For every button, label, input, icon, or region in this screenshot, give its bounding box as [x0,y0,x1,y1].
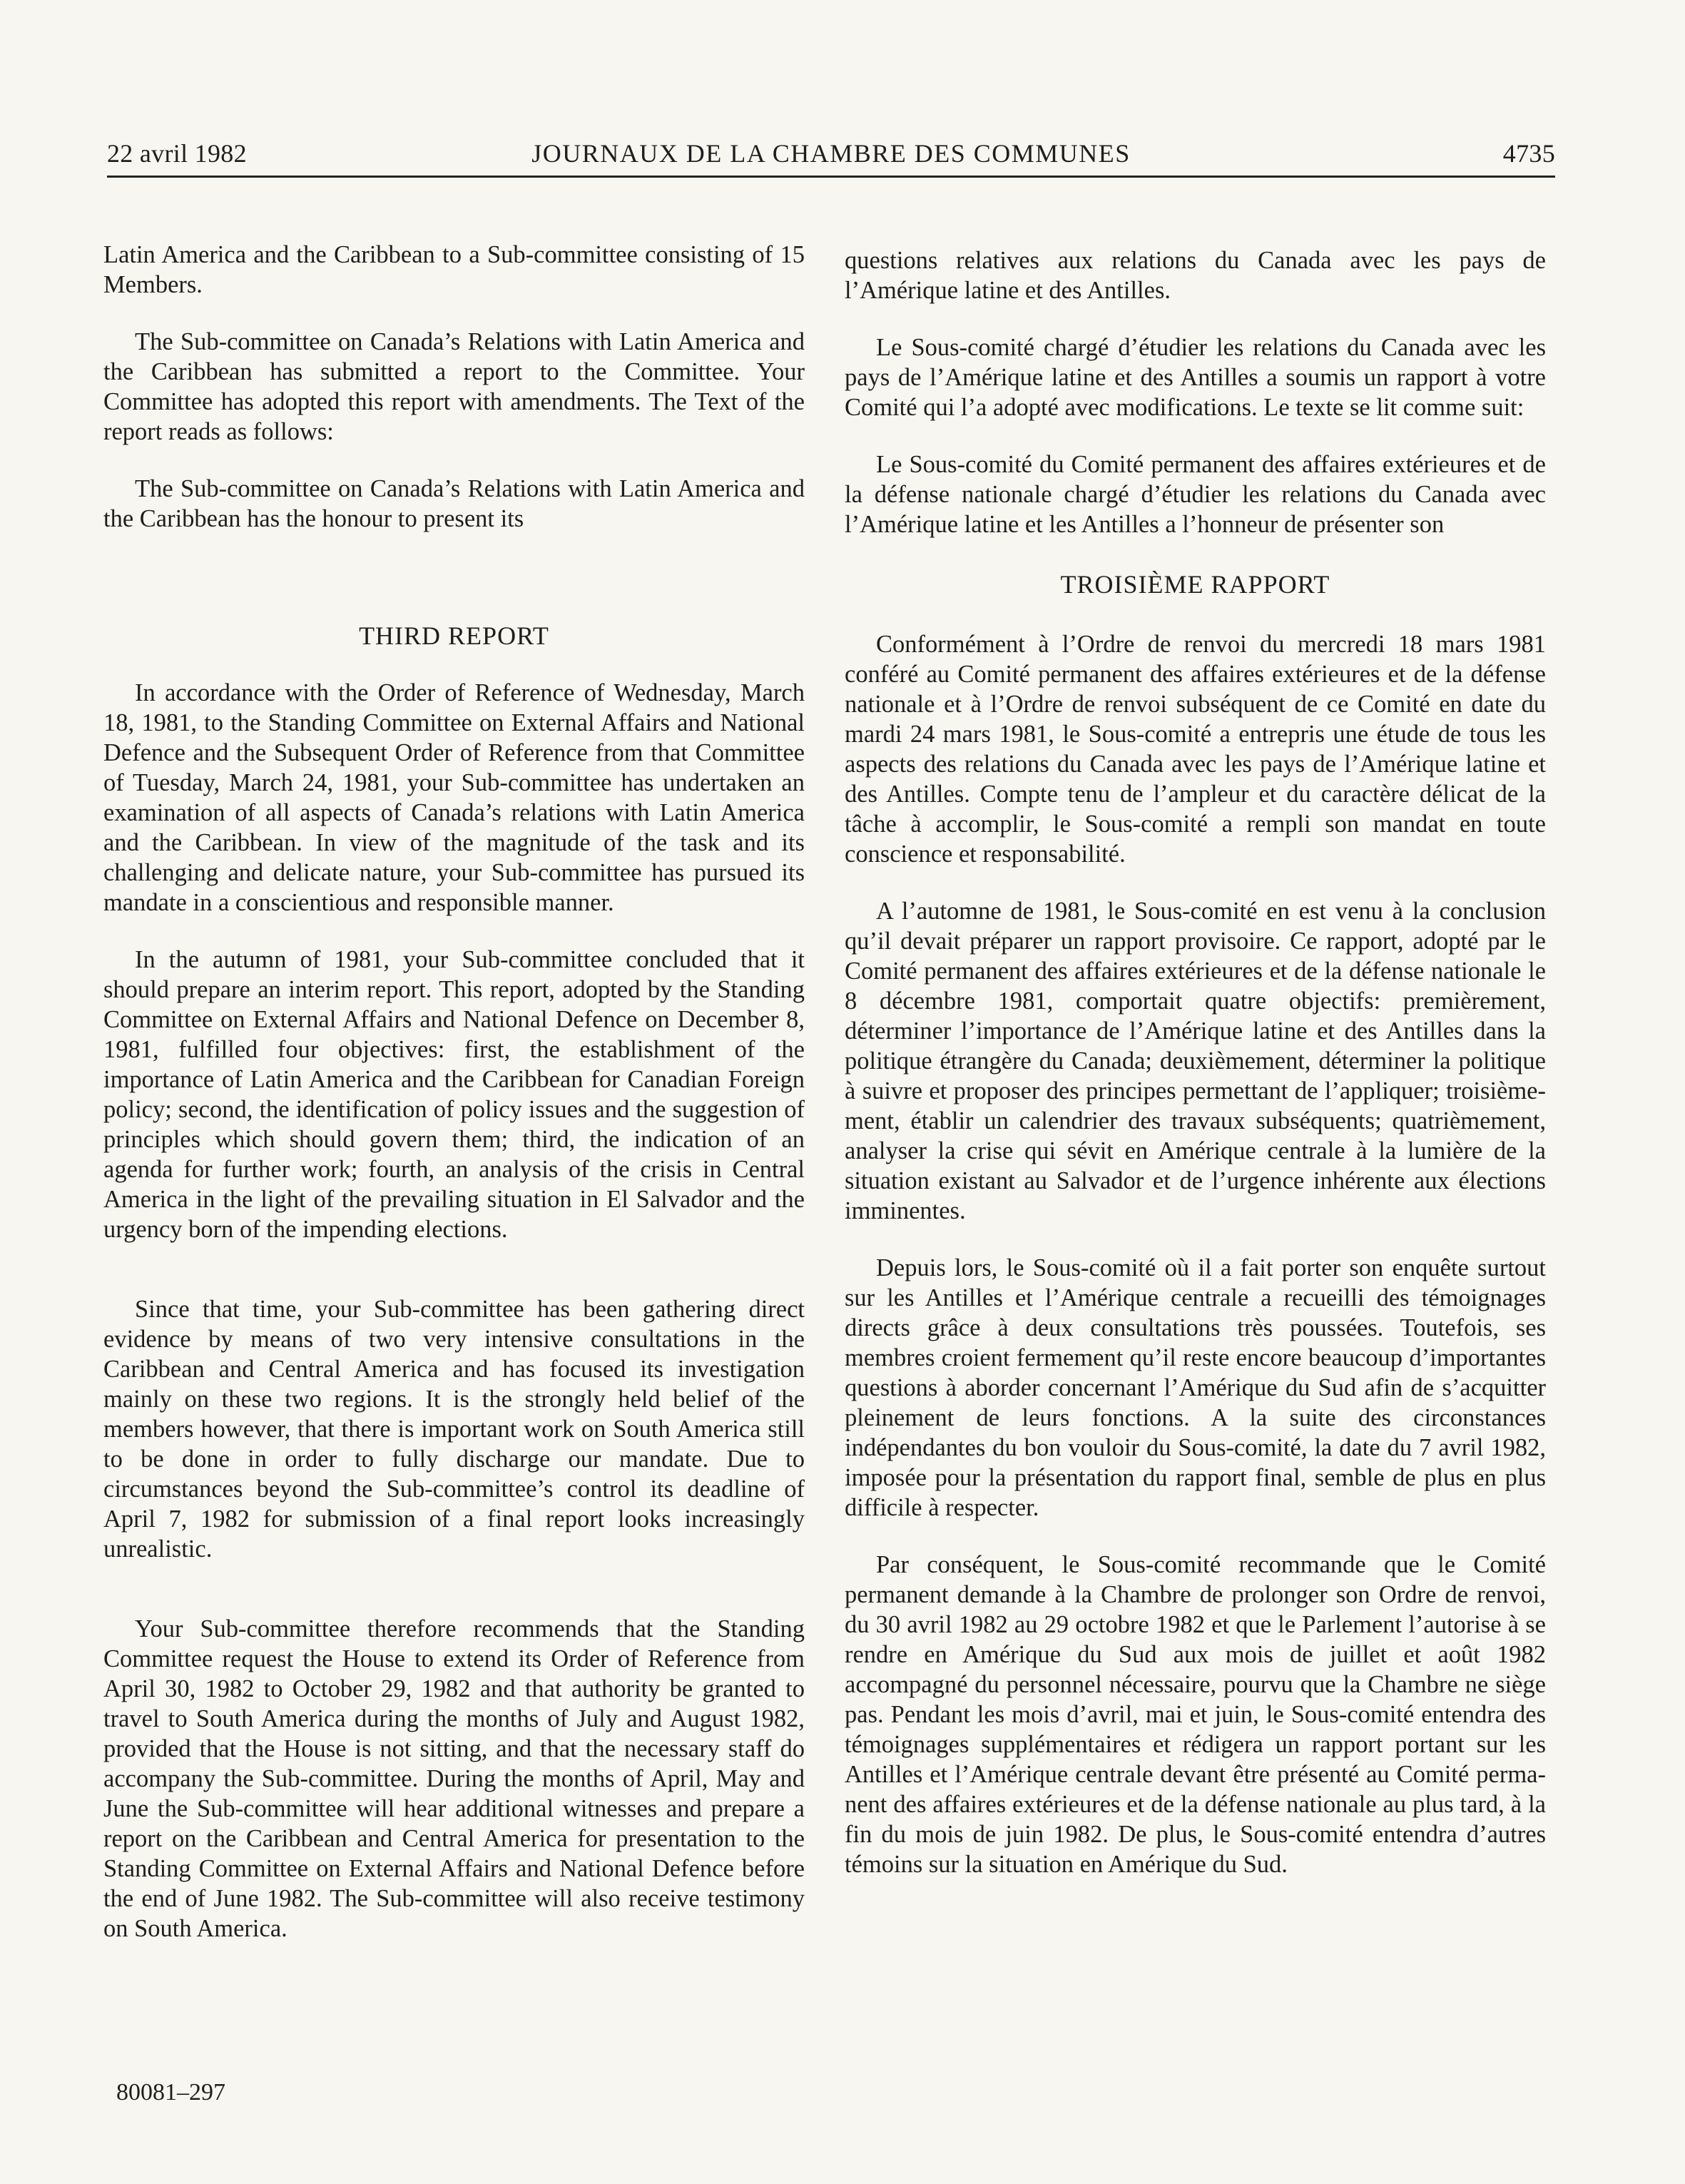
header-date: 22 avril 1982 [107,139,247,168]
fr-paragraph-5: A l’automne de 1981, le Sous-comité en est venu à la conclusion qu’il devait préparer un rapport provisoire. Ce rapport, adopté par le Comité permanent des affaires extérieures et de la défense nationale le 8 décembre 1981, comportait quatre objectifs: premièrement, déterminer l’importance de l’Amérique latine et des Antilles dans la politique étrangère du Canada; deuxièmement, déterminer la politique à suivre et proposer des principes permettant de l’appliquer; troisièmement, établir un calendrier des travaux subséquents; quatrièmement, analyser la crise qui sévit en Amérique centrale à la lumière de la situation existant au Salvador et de l’urgence inhérente aux élections imminentes. [845,898,1546,1224]
en-paragraph-6: Since that time, your Sub-committee has been gathering direct evidence by means of two very intensive consultations in the Caribbean and Central America and has focused its investigation mainly on these two regions. It is the strongly held belief of the members however, that there is important work on South America still to be done in order to fully discharge our mandate. Due to circumstances beyond the Sub-committee’s control its deadline of April 7, 1982 for submission of a final report looks increasingly unrealistic. [103,1296,805,1563]
fr-paragraph-1: questions relatives aux relations du Canada avec les pays de l’Amérique latine et des Antilles. [845,247,1546,304]
french-column [845,240,1546,1879]
en-paragraph-7: Your Sub-committee therefore recommends that the Standing Committee request the House to extend its Order of Reference from April 30, 1982 to October 29, 1982 and that authority be granted to travel to South America during the months of July and August 1982, provided that the House is not sitting, and that the necessary staff do accompany the Sub-committee. During the months of April, May and June the Sub-committee will hear additional witnesses and prepare a report on the Caribbean and Central America for presentation to the Standing Committee on External Affairs and National Defence before the end of June 1982. The Sub-committee will also receive testimony on South America. [103,1615,805,1942]
fr-report-heading: TROISIÈME RAPPORT [1060,570,1330,599]
en-paragraph-2: The Sub-committee on Canada’s Relations with Latin America and the Caribbean has submitted a report to the Committee. Your Committee has adopted this report with amendments. The Text of the report reads as follows: [103,328,805,445]
fr-paragraph-7: Par conséquent, le Sous-comité recommande que le Comité permanent demande à la Chambre de prolonger son Ordre de renvoi, du 30 avril 1982 au 29 octobre 1982 et que le Parlement l’autorise à se rendre en Amérique du Sud aux mois de juillet et août 1982 accompagné du personnel nécessaire, pourvu que la Chambre ne siège pas. Pendant les mois d’avril, mai et juin, le Sous-comité entendra des témoignages supplémentaires et rédigera un rapport portant sur les Antilles et l’Amérique centrale devant être présenté au Comité permanent des affaires extérieures et de la défense nationale au plus tard, à la fin du mois de juin 1982. De plus, le Sous-comité entendra d’autres témoins sur la situation en Amérique du Sud. [845,1551,1546,1878]
en-paragraph-1: Latin America and the Caribbean to a Sub-committee consisting of 15 Members. [103,241,805,298]
english-column [103,240,805,1944]
en-paragraph-4: In accordance with the Order of Reference of Wednesday, March 18, 1981, to the Standing Committee on External Affairs and National Defence and the Subsequent Order of Reference from that Committee of Tuesday, March 24, 1981, your Sub-committee has undertaken an examination of all aspects of Canada’s relations with Latin America and the Caribbean. In view of the magnitude of the task and its challenging and delicate nature, your Sub-committee has pursued its mandate in a conscientious and responsible manner. [103,679,805,916]
fr-paragraph-2: Le Sous-comité chargé d’étudier les relations du Canada avec les pays de l’Amérique latine et des Antilles a soumis un rapport à votre Comité qui l’a adopté avec modifications. Le texte se lit comme suit: [845,334,1546,421]
header-title: JOURNAUX DE LA CHAMBRE DES COMMUNES [531,139,1131,168]
en-paragraph-3: The Sub-committee on Canada’s Relations with Latin America and the Caribbean has the honour to present its [103,475,805,532]
page-header [107,136,1555,178]
en-paragraph-5: In the autumn of 1981, your Sub-committee concluded that it should prepare an interim report. This report, adopted by the Standing Committee on External Affairs and National Defence on December 8, 1981, fulfilled four objectives: first, the establishment of the importance of Latin America and the Caribbean for Canadian Foreign policy; second, the identification of policy issues and the suggestion of principles which should govern them; third, the indication of an agenda for further work; fourth, an analysis of the crisis in Central America in the light of the prevailing situation in El Salvador and the urgency born of the impending elections. [103,946,805,1243]
fr-paragraph-6: Depuis lors, le Sous-comité où il a fait porter son enquête surtout sur les Antilles et l’Amérique centrale a recueilli des témoignages directs grâce à deux consultations très poussées. Toutefois, ses membres croient fermement qu’il reste encore beaucoup d’importantes questions à aborder concernant l’Amérique du Sud afin de s’acquitter pleinement de leurs fonctions. A la suite des circonstances indépendantes du bon vouloir du Sous-comité, la date du 7 avril 1982, imposée pour la présentation du rapport final, semble de plus en plus difficile à respecter. [845,1254,1546,1521]
fr-paragraph-4: Conformément à l’Ordre de renvoi du mercredi 18 mars 1981 conféré au Comité permanent des affaires extérieures et de la défense nationale et à l’Ordre de renvoi subséquent de ce Comité en date du mardi 24 mars 1981, le Sous-comité a entrepris une étude de tous les aspects des relations du Canada avec les pays de l’Amérique latine et des Antilles. Compte tenu de l’ampleur et du caractère délicat de la tâche à accomplir, le Sous-comité a rempli son mandat en toute conscience et responsabilité. [845,631,1546,868]
header-page-number: 4735 [1502,139,1555,168]
en-report-heading: THIRD REPORT [359,621,549,650]
fr-paragraph-3: Le Sous-comité du Comité permanent des affaires extérieures et de la défense nationale chargé d’étudier les relations du Canada avec l’Amérique latine et les Antilles a l’honneur de présenter son [845,451,1546,538]
footer-code: 80081–297 [116,2079,225,2106]
